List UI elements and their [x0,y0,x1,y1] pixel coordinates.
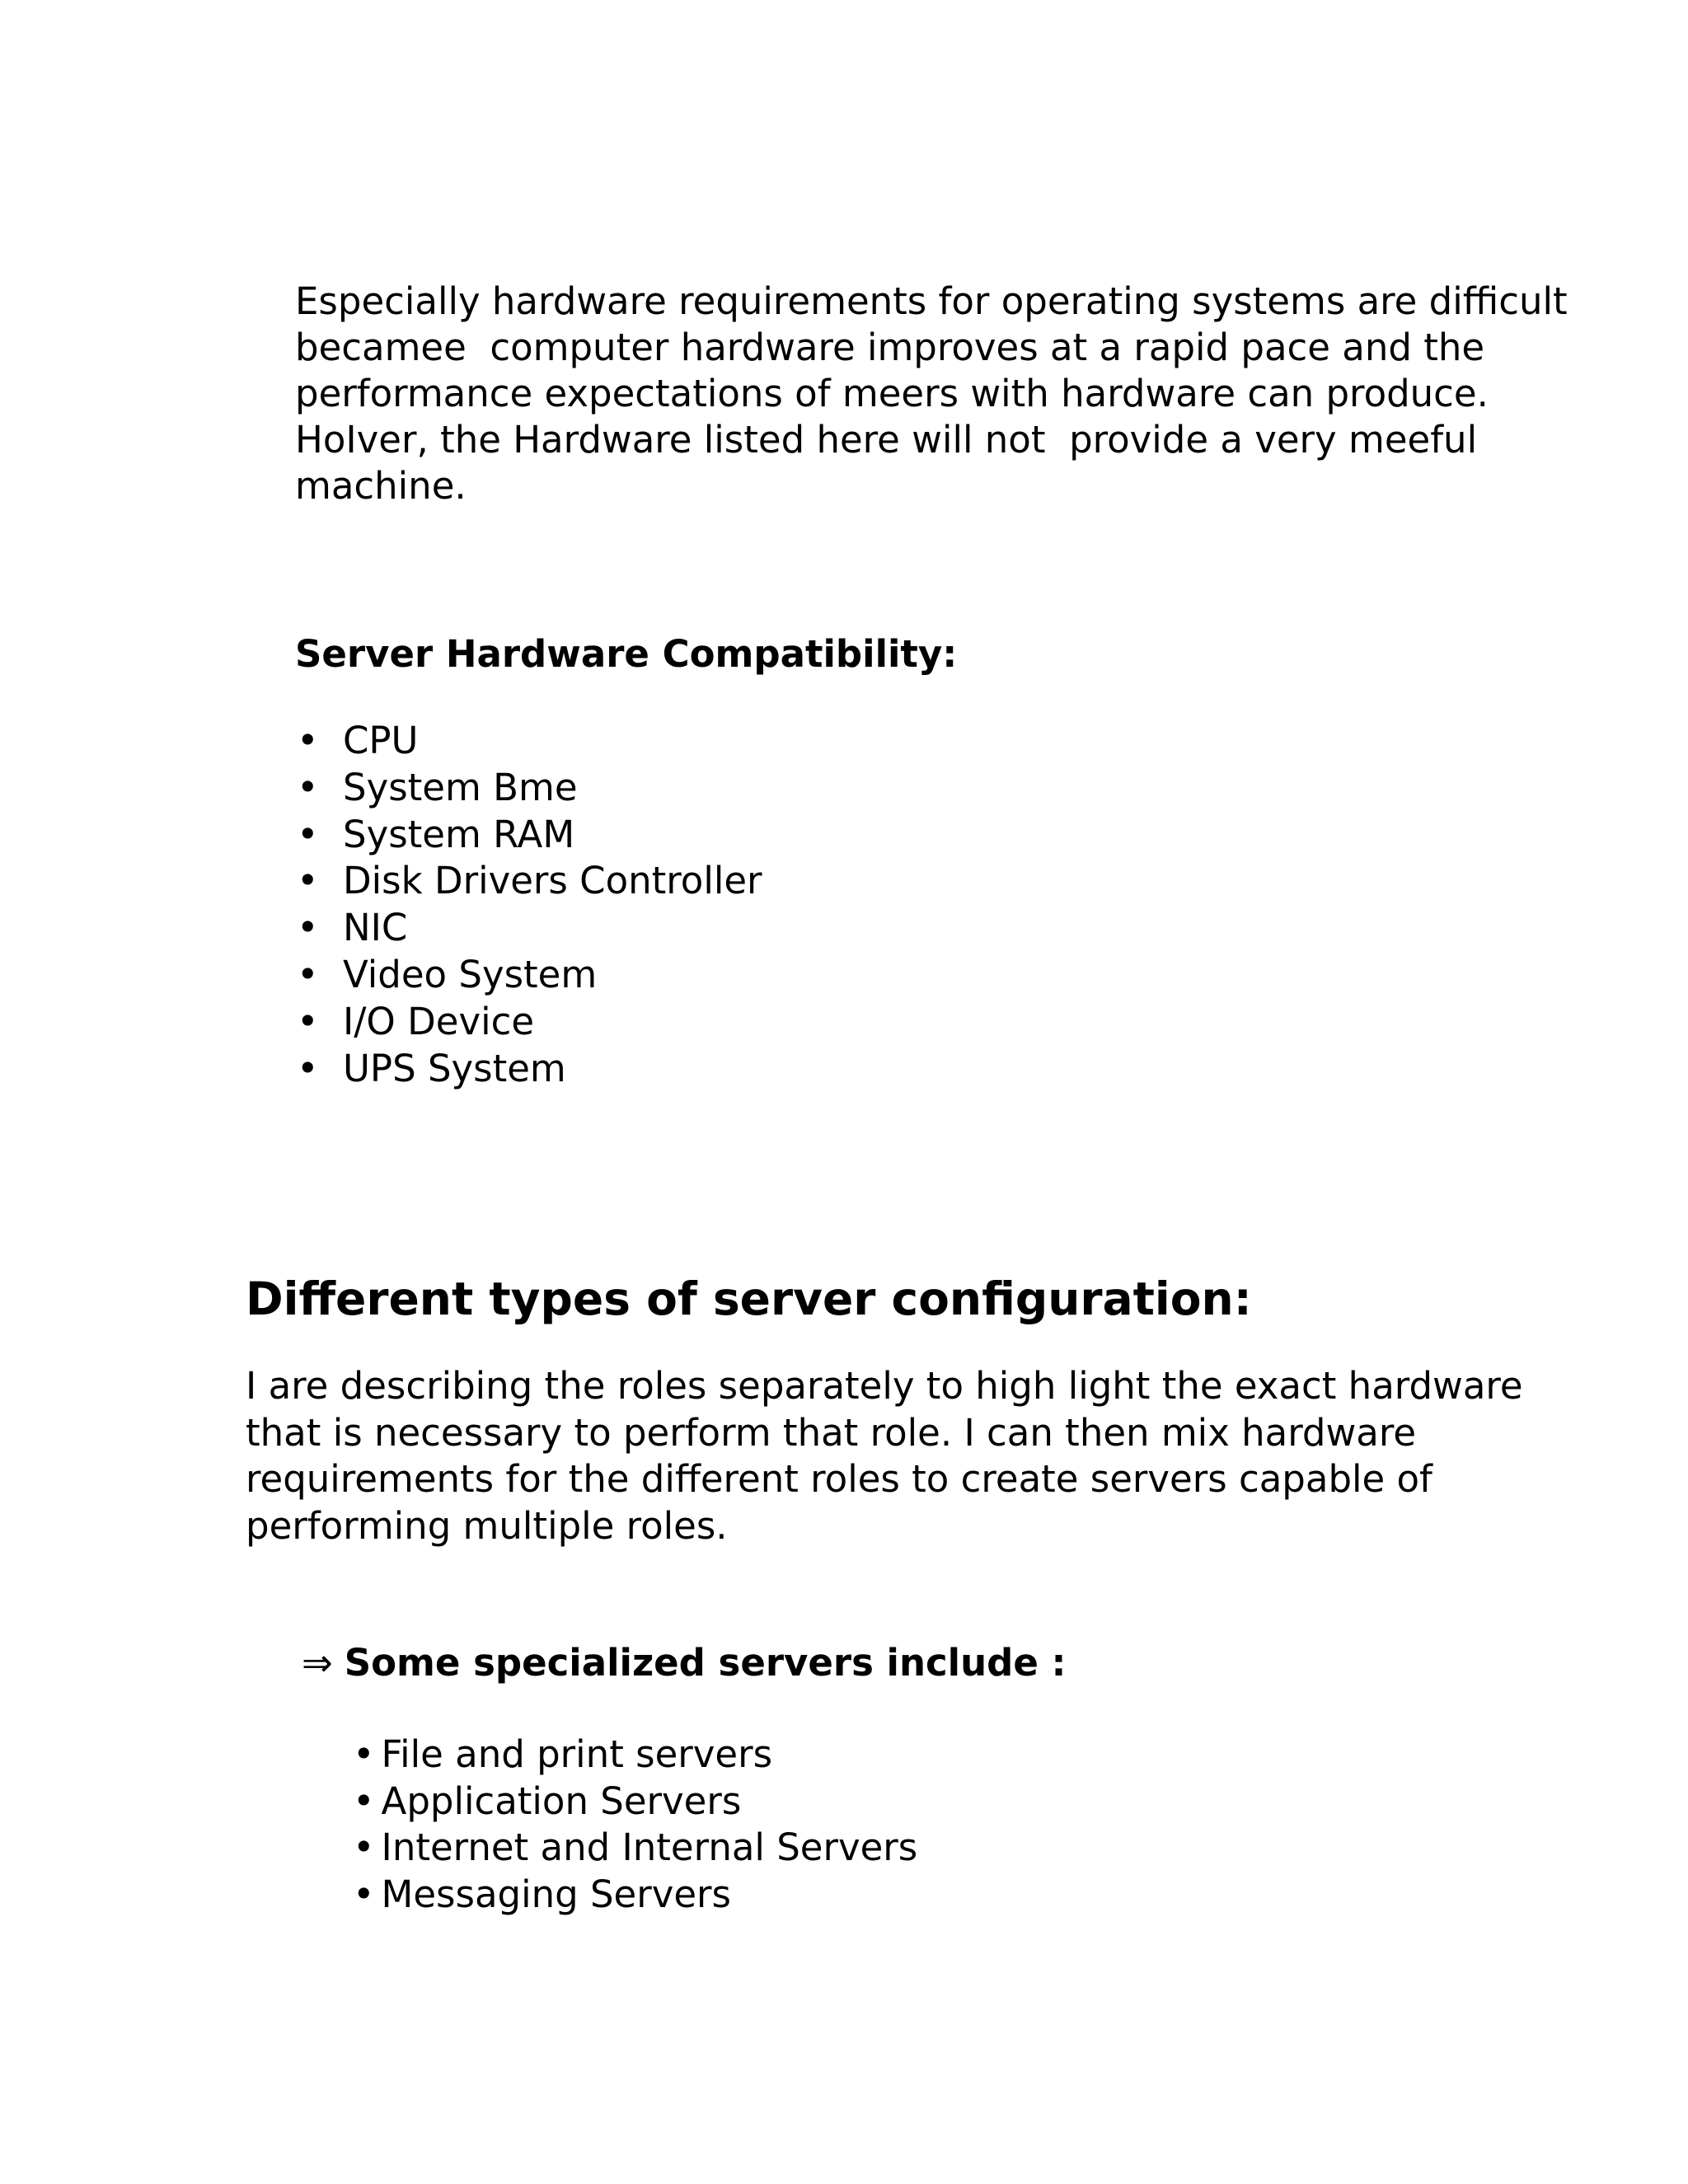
list-item-label: System RAM [343,812,575,856]
list-item [295,952,762,999]
bullet-icon: • [297,1046,319,1090]
list-item-label: Messaging Servers [381,1872,731,1916]
list-item-label: Application Servers [381,1779,742,1823]
bullet-icon: • [297,999,319,1043]
specialized-servers-heading [302,1640,1067,1686]
bullet-icon: • [353,1872,375,1916]
compatibility-heading: Server Hardware Compatibility: [295,632,958,676]
list-item [295,999,762,1046]
list-item-label: Disk Drivers Controller [343,859,762,903]
bullet-icon: • [353,1825,375,1870]
bullet-icon: • [297,719,319,762]
bullet-icon: • [297,952,319,996]
list-item-label: System Bme [343,765,578,809]
bullet-icon: • [297,812,319,856]
intro-paragraph [295,279,1568,509]
list-item [353,1872,917,1919]
list-item-label: I/O Device [343,999,535,1043]
section-paragraph [246,1363,1523,1549]
list-item-label: Video System [343,952,598,996]
right-double-arrow-icon: ⇒ [302,1641,333,1685]
bullet-icon: • [297,765,319,809]
list-item [295,905,762,952]
list-item-label: CPU [343,719,419,762]
intro-line: machine. [295,464,467,508]
list-item [295,765,762,812]
list-item [353,1732,917,1779]
list-item [295,858,762,905]
specialized-servers-list [353,1732,917,1918]
specialized-heading-text: Some specialized servers include : [344,1641,1067,1685]
list-item [295,718,762,765]
intro-line: HoIver, the Hardware listed here will not provide a very meeful [295,418,1478,462]
bullet-icon: • [297,859,319,903]
list-item-label: NIC [343,906,408,950]
intro-line: performance expectations of meers with hardware can produce. [295,372,1489,415]
section-line: requirements for the different roles to create servers capable of [246,1457,1432,1501]
list-item [295,1046,762,1093]
section-line: I are describing the roles separately to high light the exact hardware [246,1364,1523,1408]
section-heading: Different types of server configuration: [246,1272,1252,1325]
list-item-label: File and print servers [381,1732,773,1776]
list-item [353,1825,917,1872]
bullet-icon: • [353,1779,375,1823]
bullet-icon: • [353,1732,375,1776]
list-item-label: UPS System [343,1046,566,1090]
section-line: that is necessary to perform that role. I can then mix hardware [246,1410,1417,1455]
bullet-icon: • [297,906,319,950]
list-item-label: Internet and Internal Servers [381,1825,918,1870]
list-item [353,1779,917,1825]
intro-line: Especially hardware requirements for operating systems are difficult [295,279,1568,323]
intro-line: becamee computer hardware improves at a rapid pace and the [295,326,1485,369]
list-item [295,812,762,859]
compatibility-list [295,718,762,1092]
section-line: performing multiple roles. [246,1503,728,1548]
